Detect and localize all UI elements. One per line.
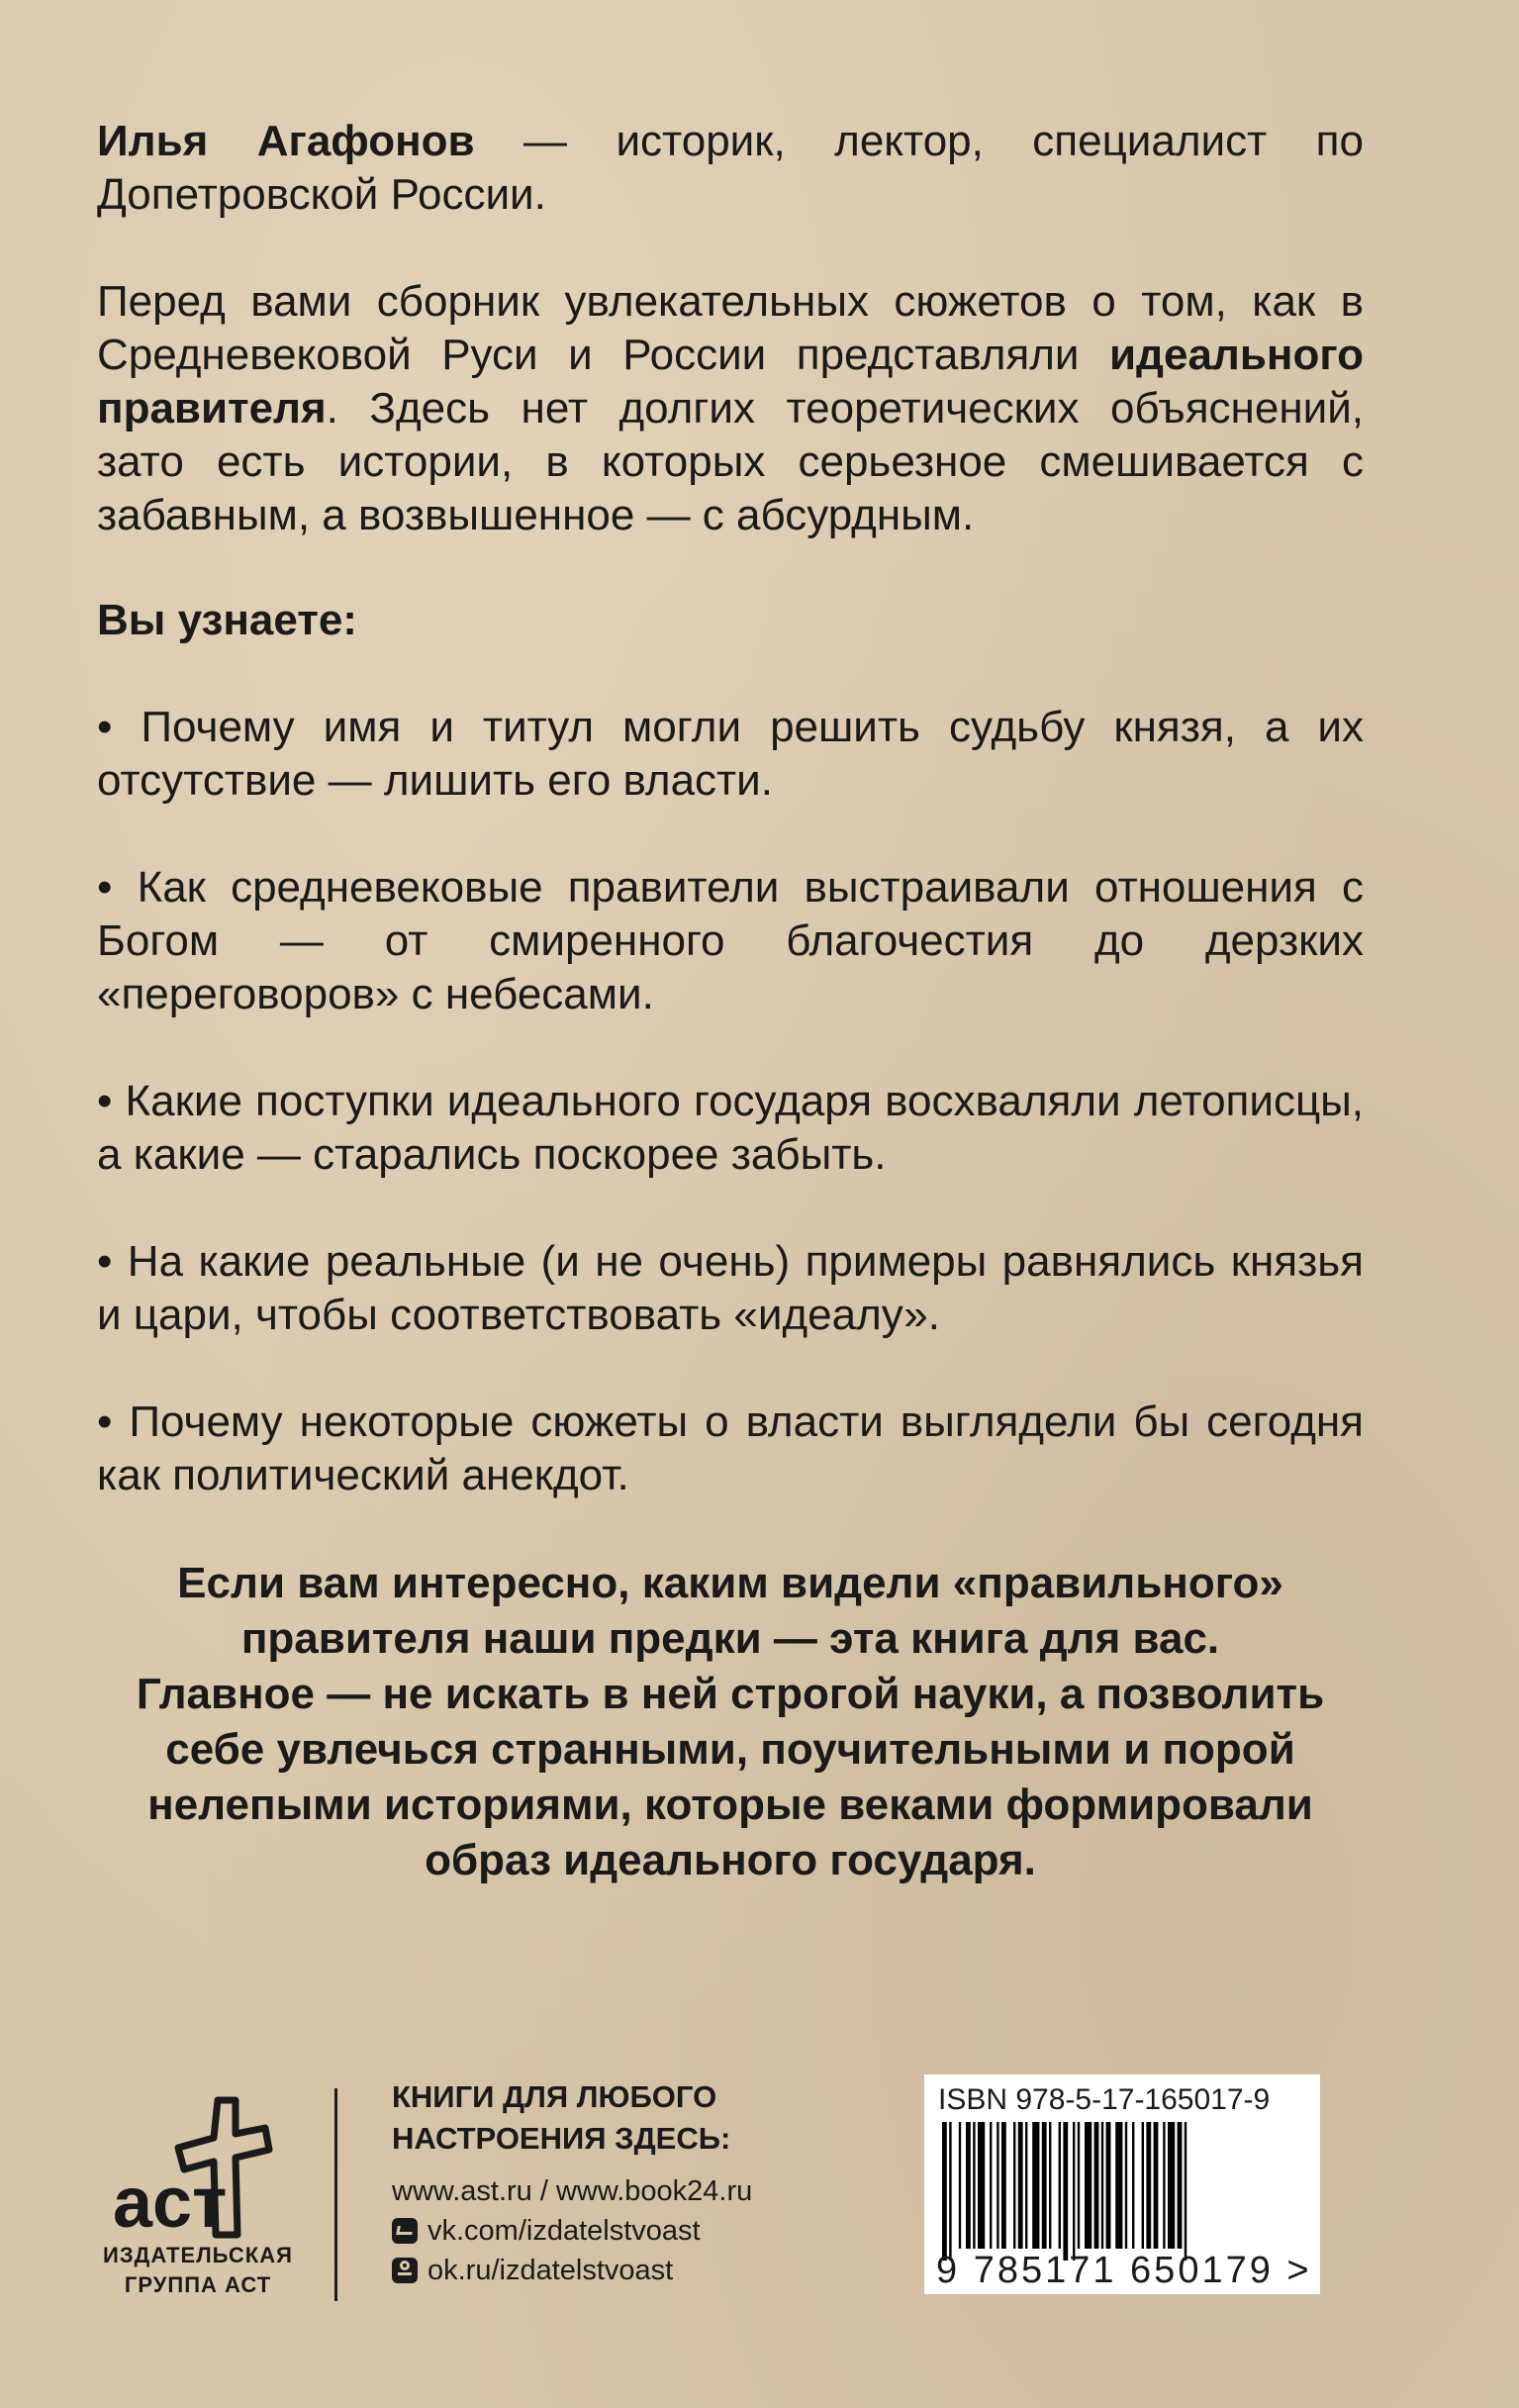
- website-links[interactable]: www.ast.ru / www.book24.ru: [392, 2175, 753, 2207]
- barcode-bar: [990, 2122, 992, 2249]
- about-text-2: . Здесь нет долгих теоретических объяснений, зато есть истории, в которых серьезное смешивается с забавным, а возвышенное — с абсурдным.: [97, 384, 1364, 539]
- vk-icon: [392, 2218, 418, 2244]
- barcode-bar: [1032, 2122, 1039, 2249]
- barcode-bar: [1106, 2122, 1111, 2249]
- bullet-item: • Почему некоторые сюжеты о власти выглядели бы сегодня как политический анекдот.: [97, 1397, 1364, 1499]
- barcode-bar: [1042, 2122, 1047, 2249]
- barcode-bar: [942, 2122, 947, 2261]
- isbn-label: ISBN 978-5-17-165017-9: [938, 2083, 1271, 2116]
- author-description: — историк, лектор, специалист по Допетровской России.: [97, 117, 1364, 219]
- barcode-bar: [1178, 2122, 1183, 2249]
- about-text-1: Перед вами сборник увлекательных сюжетов о том, как в Средневековой Руси и России представляли: [97, 277, 1364, 379]
- bullet-item: • Какие поступки идеального государя восхваляли летописцы, а какие — старались поскорее забыть.: [97, 1077, 1364, 1179]
- barcode-bar: [1059, 2122, 1061, 2249]
- barcode-bar: [1168, 2122, 1175, 2249]
- barcode-bar: [997, 2122, 998, 2249]
- barcode-bar: [1163, 2122, 1165, 2249]
- barcode-bar: [1185, 2122, 1187, 2261]
- barcode-bar: [1101, 2122, 1103, 2249]
- barcode-bar: [966, 2122, 971, 2249]
- bullet-item: • Как средневековые правители выстраивали отношения с Богом — от смиренного благочестия до дерзких «переговоров» с небесами.: [97, 863, 1364, 1018]
- barcode-bar: [1094, 2122, 1099, 2249]
- barcode-bar: [1146, 2122, 1151, 2249]
- barcode-bar: [1001, 2122, 1006, 2249]
- promo-line-2: НАСТРОЕНИЯ ЗДЕСЬ:: [392, 2121, 731, 2156]
- barcode-bar: [1025, 2122, 1027, 2249]
- bullet-item: • Почему имя и титул могли решить судьбу князя, а их отсутствие — лишить его власти.: [97, 703, 1364, 805]
- author-name: Илья Агафонов: [97, 117, 475, 165]
- barcode-bar: [1073, 2122, 1075, 2261]
- closing-statement: Если вам интересно, каким видели «правильного» правителя наши предки — эта книга для вас. Главное — не искать в ней строгой науки, а позволить себе увлечься странными, поучительными и порой нелепыми историями, которые веками формировали образ идеального государя.: [136, 1559, 1325, 1884]
- promo-line-1: КНИГИ ДЛЯ ЛЮБОГО: [392, 2079, 717, 2114]
- odnoklassniki-icon: [392, 2258, 418, 2283]
- barcode-bar: [1013, 2122, 1015, 2249]
- barcode-bar: [1085, 2122, 1092, 2249]
- barcode-bar: [1132, 2122, 1134, 2249]
- promo-block: [392, 2076, 906, 2290]
- barcode: [938, 2122, 1304, 2261]
- vk-link[interactable]: vk.com/izdatelstvoast: [392, 2211, 906, 2251]
- barcode-bar: [1018, 2122, 1023, 2249]
- isbn-digits: 9 785171 650179 >: [936, 2250, 1312, 2291]
- barcode-bar: [959, 2122, 961, 2249]
- publisher-caption: ИЗДАТЕЛЬСКАЯ ГРУППА АСТ: [103, 2243, 293, 2297]
- isbn-barcode-box: [924, 2074, 1320, 2294]
- barcode-bar: [1078, 2122, 1080, 2249]
- ok-link[interactable]: ok.ru/izdatelstvoast: [392, 2251, 906, 2290]
- barcode-bar: [949, 2122, 951, 2261]
- learn-heading: Вы узнаете:: [97, 596, 357, 644]
- barcode-bar: [1049, 2122, 1051, 2249]
- about-bold: идеального правителя: [97, 331, 1364, 433]
- about-paragraph: [97, 275, 1364, 542]
- barcode-bar: [1125, 2122, 1127, 2249]
- divider: [334, 2088, 337, 2301]
- logo-text: аст: [113, 2164, 228, 2243]
- barcode-bar: [1115, 2122, 1122, 2249]
- barcode-bar: [978, 2122, 985, 2249]
- bullet-item: • На какие реальные (и не очень) примеры равнялись князья и цари, чтобы соответствовать «идеалу».: [97, 1237, 1364, 1339]
- barcode-bar: [973, 2122, 975, 2249]
- barcode-bar: [1154, 2122, 1159, 2249]
- barcode-bar: [1142, 2122, 1144, 2249]
- author-paragraph: [97, 115, 1364, 222]
- barcode-bar: [1063, 2122, 1068, 2261]
